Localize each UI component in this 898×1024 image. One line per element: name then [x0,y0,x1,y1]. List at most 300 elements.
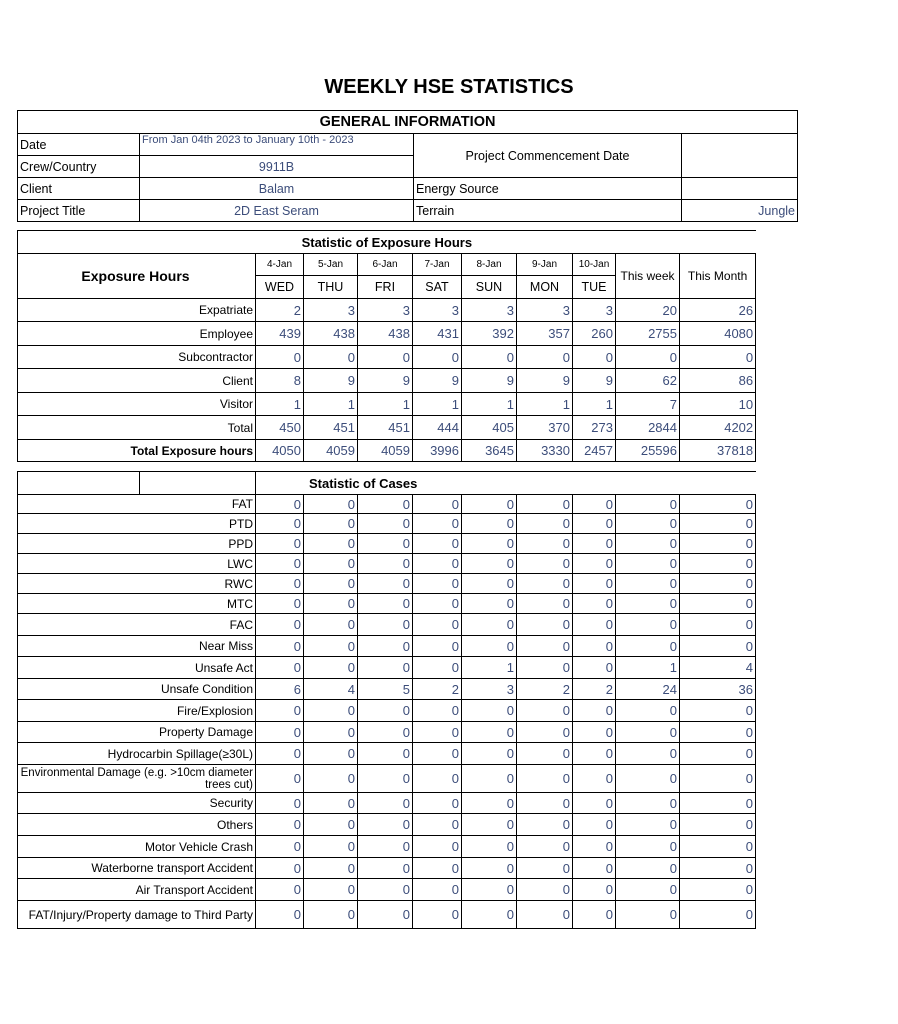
value-cell: 0 [616,793,680,814]
crew-value: 9911B [140,156,414,178]
value-cell: 450 [256,416,304,440]
general-information-table [17,110,798,222]
value-cell: 0 [517,657,573,679]
day-header: THU [304,276,358,299]
value-cell: 0 [413,534,462,554]
value-cell: 0 [573,594,616,614]
value-cell: 2 [413,679,462,700]
value-cell: 0 [680,858,756,879]
value-cell: 0 [256,495,304,514]
value-cell: 5 [358,679,413,700]
table-row [18,836,756,858]
value-cell: 0 [462,594,517,614]
value-cell: 0 [517,743,573,765]
value-cell: 3996 [413,440,462,462]
value-cell: 0 [256,814,304,836]
row-label-security: Security [18,793,256,814]
value-cell: 0 [358,901,413,929]
value-cell: 3645 [462,440,517,462]
value-cell: 9 [304,369,358,393]
value-cell: 8 [256,369,304,393]
value-cell: 4080 [680,322,756,346]
value-cell: 0 [462,814,517,836]
value-cell: 0 [573,901,616,929]
value-cell: 370 [517,416,573,440]
value-cell: 0 [517,793,573,814]
value-cell: 0 [573,554,616,574]
table-row [18,299,756,322]
project-title-label: Project Title [18,200,140,222]
table-row [18,554,756,574]
value-cell: 1 [413,393,462,416]
value-cell: 0 [256,574,304,594]
value-cell: 0 [256,858,304,879]
value-cell: 0 [616,554,680,574]
value-cell: 0 [616,514,680,534]
value-cell: 260 [573,322,616,346]
value-cell: 2 [256,299,304,322]
row-label-waterborne-transport-accident: Waterborne transport Accident [18,858,256,879]
value-cell: 0 [304,495,358,514]
exposure-hours-table [17,230,756,462]
value-cell: 392 [462,322,517,346]
value-cell: 0 [304,614,358,636]
value-cell: 0 [413,836,462,858]
value-cell: 4050 [256,440,304,462]
value-cell: 0 [462,636,517,657]
value-cell: 0 [616,346,680,369]
row-label-expatriate: Expatriate [18,299,256,322]
value-cell: 451 [358,416,413,440]
this-month-header: This Month [680,254,756,299]
value-cell: 0 [358,743,413,765]
value-cell: 0 [358,879,413,901]
value-cell: 0 [517,700,573,722]
row-label-subcontractor: Subcontractor [18,346,256,369]
value-cell: 0 [256,514,304,534]
table-row [18,393,756,416]
value-cell: 0 [517,594,573,614]
row-label-mtc: MTC [18,594,256,614]
value-cell: 0 [616,614,680,636]
value-cell: 0 [517,534,573,554]
value-cell: 0 [680,514,756,534]
value-cell: 405 [462,416,517,440]
table-row [18,594,756,614]
value-cell: 0 [413,901,462,929]
value-cell: 0 [517,574,573,594]
value-cell: 86 [680,369,756,393]
value-cell: 0 [680,554,756,574]
value-cell: 0 [304,636,358,657]
value-cell: 3 [517,299,573,322]
value-cell: 0 [462,514,517,534]
day-header: FRI [358,276,413,299]
table-row [18,793,756,814]
value-cell: 0 [304,901,358,929]
row-label-unsafe-condition: Unsafe Condition [18,679,256,700]
cases-header-label-cell [18,472,256,495]
value-cell: 0 [304,534,358,554]
value-cell: 25596 [616,440,680,462]
value-cell: 0 [573,793,616,814]
table-row [18,322,756,346]
value-cell: 0 [680,700,756,722]
table-row [18,657,756,679]
value-cell: 0 [256,534,304,554]
value-cell: 0 [304,743,358,765]
value-cell: 0 [304,836,358,858]
value-cell: 1 [256,393,304,416]
value-cell: 0 [304,765,358,793]
terrain-label: Terrain [414,200,682,222]
row-label-total: Total [18,416,256,440]
row-label-fire-explosion: Fire/Explosion [18,700,256,722]
value-cell: 438 [304,322,358,346]
value-cell: 3330 [517,440,573,462]
value-cell: 0 [256,879,304,901]
table-row [18,743,756,765]
value-cell: 0 [462,614,517,636]
date-label: Date [18,134,140,156]
value-cell: 0 [413,554,462,574]
table-row [18,416,756,440]
value-cell: 2457 [573,440,616,462]
date-header: 8-Jan [462,254,517,276]
row-label-total-exposure-hours: Total Exposure hours [18,440,256,462]
value-cell: 4059 [304,440,358,462]
value-cell: 0 [616,594,680,614]
value-cell: 0 [462,574,517,594]
cases-table [17,471,756,929]
table-row [18,514,756,534]
date-header: 7-Jan [413,254,462,276]
value-cell: 0 [413,814,462,836]
value-cell: 0 [517,836,573,858]
date-header: 9-Jan [517,254,573,276]
client-label: Client [18,178,140,200]
value-cell: 0 [413,858,462,879]
value-cell: 0 [256,793,304,814]
value-cell: 0 [616,574,680,594]
value-cell: 0 [680,901,756,929]
row-label-rwc: RWC [18,574,256,594]
value-cell: 0 [573,495,616,514]
value-cell: 7 [616,393,680,416]
value-cell: 0 [256,636,304,657]
value-cell: 0 [358,793,413,814]
row-label-property-damage: Property Damage [18,722,256,743]
row-label-unsafe-act: Unsafe Act [18,657,256,679]
value-cell: 0 [573,814,616,836]
value-cell: 0 [680,836,756,858]
value-cell: 0 [462,346,517,369]
value-cell: 0 [616,858,680,879]
value-cell: 0 [256,700,304,722]
value-cell: 0 [573,657,616,679]
value-cell: 0 [256,614,304,636]
value-cell: 0 [413,346,462,369]
value-cell: 0 [616,534,680,554]
value-cell: 1 [462,657,517,679]
value-cell: 0 [358,858,413,879]
value-cell: 0 [517,901,573,929]
value-cell: 0 [517,814,573,836]
value-cell: 0 [413,722,462,743]
value-cell: 1 [304,393,358,416]
value-cell: 9 [413,369,462,393]
value-cell: 0 [358,765,413,793]
value-cell: 0 [680,614,756,636]
value-cell: 0 [304,554,358,574]
value-cell: 1 [517,393,573,416]
value-cell: 0 [680,574,756,594]
value-cell: 0 [462,700,517,722]
value-cell: 0 [517,722,573,743]
value-cell: 0 [256,901,304,929]
value-cell: 0 [573,534,616,554]
day-header: MON [517,276,573,299]
exposure-row-header: Exposure Hours [18,254,256,299]
value-cell: 0 [573,700,616,722]
row-label-client: Client [18,369,256,393]
table-row [18,440,756,462]
value-cell: 0 [256,657,304,679]
value-cell: 0 [304,514,358,534]
value-cell: 0 [517,765,573,793]
value-cell: 0 [573,722,616,743]
value-cell: 0 [413,743,462,765]
value-cell: 9 [462,369,517,393]
value-cell: 273 [573,416,616,440]
value-cell: 0 [616,700,680,722]
value-cell: 3 [304,299,358,322]
value-cell: 0 [573,765,616,793]
value-cell: 0 [616,743,680,765]
table-row [18,679,756,700]
value-cell: 0 [358,574,413,594]
value-cell: 0 [462,836,517,858]
value-cell: 4 [680,657,756,679]
value-cell: 0 [517,636,573,657]
value-cell: 0 [680,814,756,836]
value-cell: 0 [573,743,616,765]
value-cell: 0 [462,495,517,514]
value-cell: 6 [256,679,304,700]
row-label-environmental-damage-e-g-10cm-diameter-trees-cut: Environmental Damage (e.g. >10cm diameter trees cut) [18,765,256,793]
value-cell: 0 [616,901,680,929]
value-cell: 36 [680,679,756,700]
value-cell: 0 [256,722,304,743]
value-cell: 2844 [616,416,680,440]
day-header: WED [256,276,304,299]
value-cell: 0 [413,636,462,657]
row-label-air-transport-accident: Air Transport Accident [18,879,256,901]
value-cell: 20 [616,299,680,322]
value-cell: 0 [304,858,358,879]
cases-rows [18,495,756,929]
value-cell: 0 [304,879,358,901]
value-cell: 0 [358,814,413,836]
value-cell: 0 [573,514,616,534]
day-header: SAT [413,276,462,299]
value-cell: 1 [462,393,517,416]
value-cell: 0 [616,814,680,836]
row-label-fat-injury-property-damage-to-third-party: FAT/Injury/Property damage to Third Party [18,901,256,929]
value-cell: 1 [573,393,616,416]
value-cell: 0 [256,594,304,614]
day-header: SUN [462,276,517,299]
value-cell: 0 [413,765,462,793]
value-cell: 0 [413,793,462,814]
value-cell: 0 [573,614,616,636]
value-cell: 26 [680,299,756,322]
value-cell: 0 [413,657,462,679]
value-cell: 0 [462,793,517,814]
value-cell: 0 [462,858,517,879]
value-cell: 0 [358,594,413,614]
this-week-header: This week [616,254,680,299]
value-cell: 37818 [680,440,756,462]
value-cell: 0 [517,879,573,901]
value-cell: 0 [616,765,680,793]
value-cell: 2755 [616,322,680,346]
value-cell: 0 [304,700,358,722]
value-cell: 0 [413,614,462,636]
value-cell: 0 [358,614,413,636]
cases-heading: Statistic of Cases [309,476,418,491]
value-cell: 0 [413,879,462,901]
value-cell: 0 [573,858,616,879]
row-label-fac: FAC [18,614,256,636]
value-cell: 0 [462,901,517,929]
date-header: 6-Jan [358,254,413,276]
value-cell: 4 [304,679,358,700]
value-cell: 62 [616,369,680,393]
value-cell: 0 [304,346,358,369]
exposure-heading: Statistic of Exposure Hours [18,231,756,254]
row-label-hydrocarbin-spillage-30l: Hydrocarbin Spillage(≥30L) [18,743,256,765]
value-cell: 431 [413,322,462,346]
value-cell: 0 [616,495,680,514]
value-cell: 10 [680,393,756,416]
value-cell: 24 [616,679,680,700]
commencement-label: Project Commencement Date [414,134,682,178]
value-cell: 0 [680,722,756,743]
value-cell: 0 [304,814,358,836]
value-cell: 0 [304,594,358,614]
table-row [18,346,756,369]
table-row [18,858,756,879]
value-cell: 0 [358,346,413,369]
row-label-near-miss: Near Miss [18,636,256,657]
value-cell: 0 [462,879,517,901]
value-cell: 0 [680,534,756,554]
value-cell: 9 [358,369,413,393]
value-cell: 357 [517,322,573,346]
value-cell: 0 [256,765,304,793]
value-cell: 0 [616,636,680,657]
value-cell: 0 [358,836,413,858]
value-cell: 0 [304,722,358,743]
value-cell: 0 [680,793,756,814]
value-cell: 0 [462,765,517,793]
row-label-motor-vehicle-crash: Motor Vehicle Crash [18,836,256,858]
value-cell: 438 [358,322,413,346]
value-cell: 0 [304,574,358,594]
table-row [18,722,756,743]
table-row [18,636,756,657]
value-cell: 0 [680,743,756,765]
date-value: From Jan 04th 2023 to January 10th - 2023 [140,134,414,156]
value-cell: 0 [304,657,358,679]
value-cell: 0 [517,554,573,574]
row-label-fat: FAT [18,495,256,514]
row-label-others: Others [18,814,256,836]
exposure-rows [18,299,756,462]
value-cell: 0 [413,514,462,534]
value-cell: 0 [358,554,413,574]
value-cell: 0 [256,743,304,765]
value-cell: 0 [256,346,304,369]
row-label-visitor: Visitor [18,393,256,416]
value-cell: 0 [358,534,413,554]
value-cell: 2 [517,679,573,700]
date-header: 10-Jan [573,254,616,276]
value-cell: 0 [680,765,756,793]
value-cell: 0 [573,346,616,369]
crew-label: Crew/Country [18,156,140,178]
value-cell: 0 [462,554,517,574]
value-cell: 0 [680,495,756,514]
day-header: TUE [573,276,616,299]
value-cell: 9 [517,369,573,393]
value-cell: 0 [573,636,616,657]
value-cell: 0 [358,636,413,657]
energy-value [682,178,798,200]
value-cell: 444 [413,416,462,440]
value-cell: 0 [517,858,573,879]
value-cell: 1 [358,393,413,416]
terrain-value: Jungle [682,200,798,222]
value-cell: 0 [358,722,413,743]
energy-label: Energy Source [414,178,682,200]
value-cell: 0 [517,346,573,369]
row-label-ptd: PTD [18,514,256,534]
table-row [18,614,756,636]
value-cell: 0 [413,574,462,594]
cases-heading-cell [256,472,756,495]
date-header: 4-Jan [256,254,304,276]
value-cell: 0 [680,594,756,614]
value-cell: 0 [256,836,304,858]
value-cell: 439 [256,322,304,346]
table-row [18,574,756,594]
value-cell: 0 [616,722,680,743]
table-row [18,901,756,929]
table-row [18,765,756,793]
value-cell: 0 [616,879,680,901]
value-cell: 0 [413,495,462,514]
value-cell: 0 [573,879,616,901]
value-cell: 3 [462,299,517,322]
value-cell: 0 [256,554,304,574]
value-cell: 0 [413,700,462,722]
general-heading: GENERAL INFORMATION [18,111,798,134]
value-cell: 3 [573,299,616,322]
value-cell: 0 [462,743,517,765]
value-cell: 2 [573,679,616,700]
